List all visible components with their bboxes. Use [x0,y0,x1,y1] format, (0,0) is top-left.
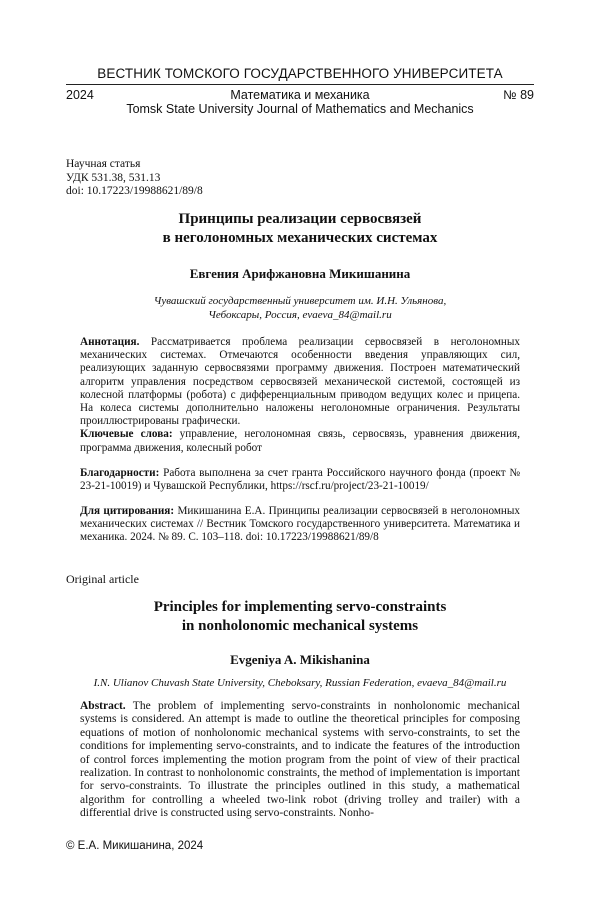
title-ru-line1: Принципы реализации сервосвязей [178,211,422,227]
acknowledgements-ru-text: Работа выполнена за счет гранта Российского научного фонда (проект № 23-21-10019) и Чувашской Республики, https://rscf.ru/project/23-21-10019/ [80,467,521,493]
copyright: © Е.А. Микишанина, 2024 [66,840,204,852]
author-ru: Евгения Арифжановна Микишанина [189,266,411,281]
keywords-ru-text: управление, неголономная связь, сервосвязь, уравнения движения, программа движения, колесный робот [80,428,521,454]
title-ru-line2: в неголономных механических системах [162,230,438,246]
journal-title-ru: ВЕСТНИК ТОМСКОГО ГОСУДАРСТВЕННОГО УНИВЕРСИТЕТА [97,66,503,81]
article-type-ru: Научная статья [66,158,141,170]
title-ru [0,210,600,248]
article-meta [66,158,203,199]
abstract-en [80,700,520,821]
journal-issue: № 89 [503,88,534,102]
abstract-ru [80,336,520,455]
citation-ru-label: Для цитирования: [80,505,175,517]
journal-title-en: Tomsk State University Journal of Mathematics and Mechanics [126,102,474,116]
affiliation-ru-line1: Чувашский государственный университет им. И.Н. Ульянова, [153,295,447,307]
affiliation-ru-line2: Чебоксары, Россия, evaeva_84@mail.ru [208,308,392,321]
journal-section-ru: Математика и механика [230,88,370,102]
keywords-ru-label: Ключевые слова: [80,428,173,441]
citation-ru [80,505,520,545]
header-divider [66,84,534,85]
journal-year: 2024 [66,88,94,102]
title-en-line1: Principles for implementing servo-constraints [153,599,447,615]
abstract-ru-text: Рассматривается проблема реализации сервосвязей в неголономных механических системах. Отмечаются особенности введения управляющих сил, реализующих заданную сервосвязями программу движения. Построен математический алгоритм управления посредством сервосвязей механической системой, состоящей из колесной платформы (робота) с дифференциальным приводом ведущих колес и прицепа. На колеса системы дополнительно наложены неголономные ограничения. Результаты проиллюстрированы графически. [80,336,520,428]
acknowledgements-ru [80,467,520,493]
acknowledgements-ru-label: Благодарности: [80,467,160,479]
citation-ru-text: Микишанина Е.А. Принципы реализации сервосвязей в неголономных механических системах // Вестник Томского государственного университета. Математика и механика. 2024. № 89. С. 103–118. doi: 10.17223/19988621/89/8 [80,505,521,544]
affiliation-en: I.N. Ulianov Chuvash State University, Cheboksary, Russian Federation, evaeva_84@mail.ru [93,677,507,689]
udk: УДК 531.38, 531.13 [66,171,161,184]
affiliation-ru [0,295,600,323]
title-en [0,598,600,636]
article-type-en: Original article [66,572,139,586]
abstract-ru-label: Аннотация. [80,336,140,348]
abstract-en-text: The problem of implementing servo-constraints in nonholonomic mechanical systems is considered. An attempt is made to outline the theoretical principles for composing equations of motion of nonholonomic mechanical systems with servo-constraints, to set the conditions for implementing servo-constraints, and to indicate the features of the introduction of control forces implementing the motion program from the point of view of their practical realization. In contrast to nonholonomic constraints, the method of implementation is important for servo-constraints. To illustrate the principles outlined in this study, a mathematical algorithm for controlling a wheeled two-link robot (driving trolley and trailer) with a differential drive is constructed using servo-constraints. Nonho- [80,700,521,820]
author-en: Evgeniya A. Mikishanina [230,652,370,667]
title-en-line2: in nonholonomic mechanical systems [181,618,419,634]
doi: doi: 10.17223/19988621/89/8 [66,185,203,198]
abstract-en-label: Abstract. [80,700,126,712]
